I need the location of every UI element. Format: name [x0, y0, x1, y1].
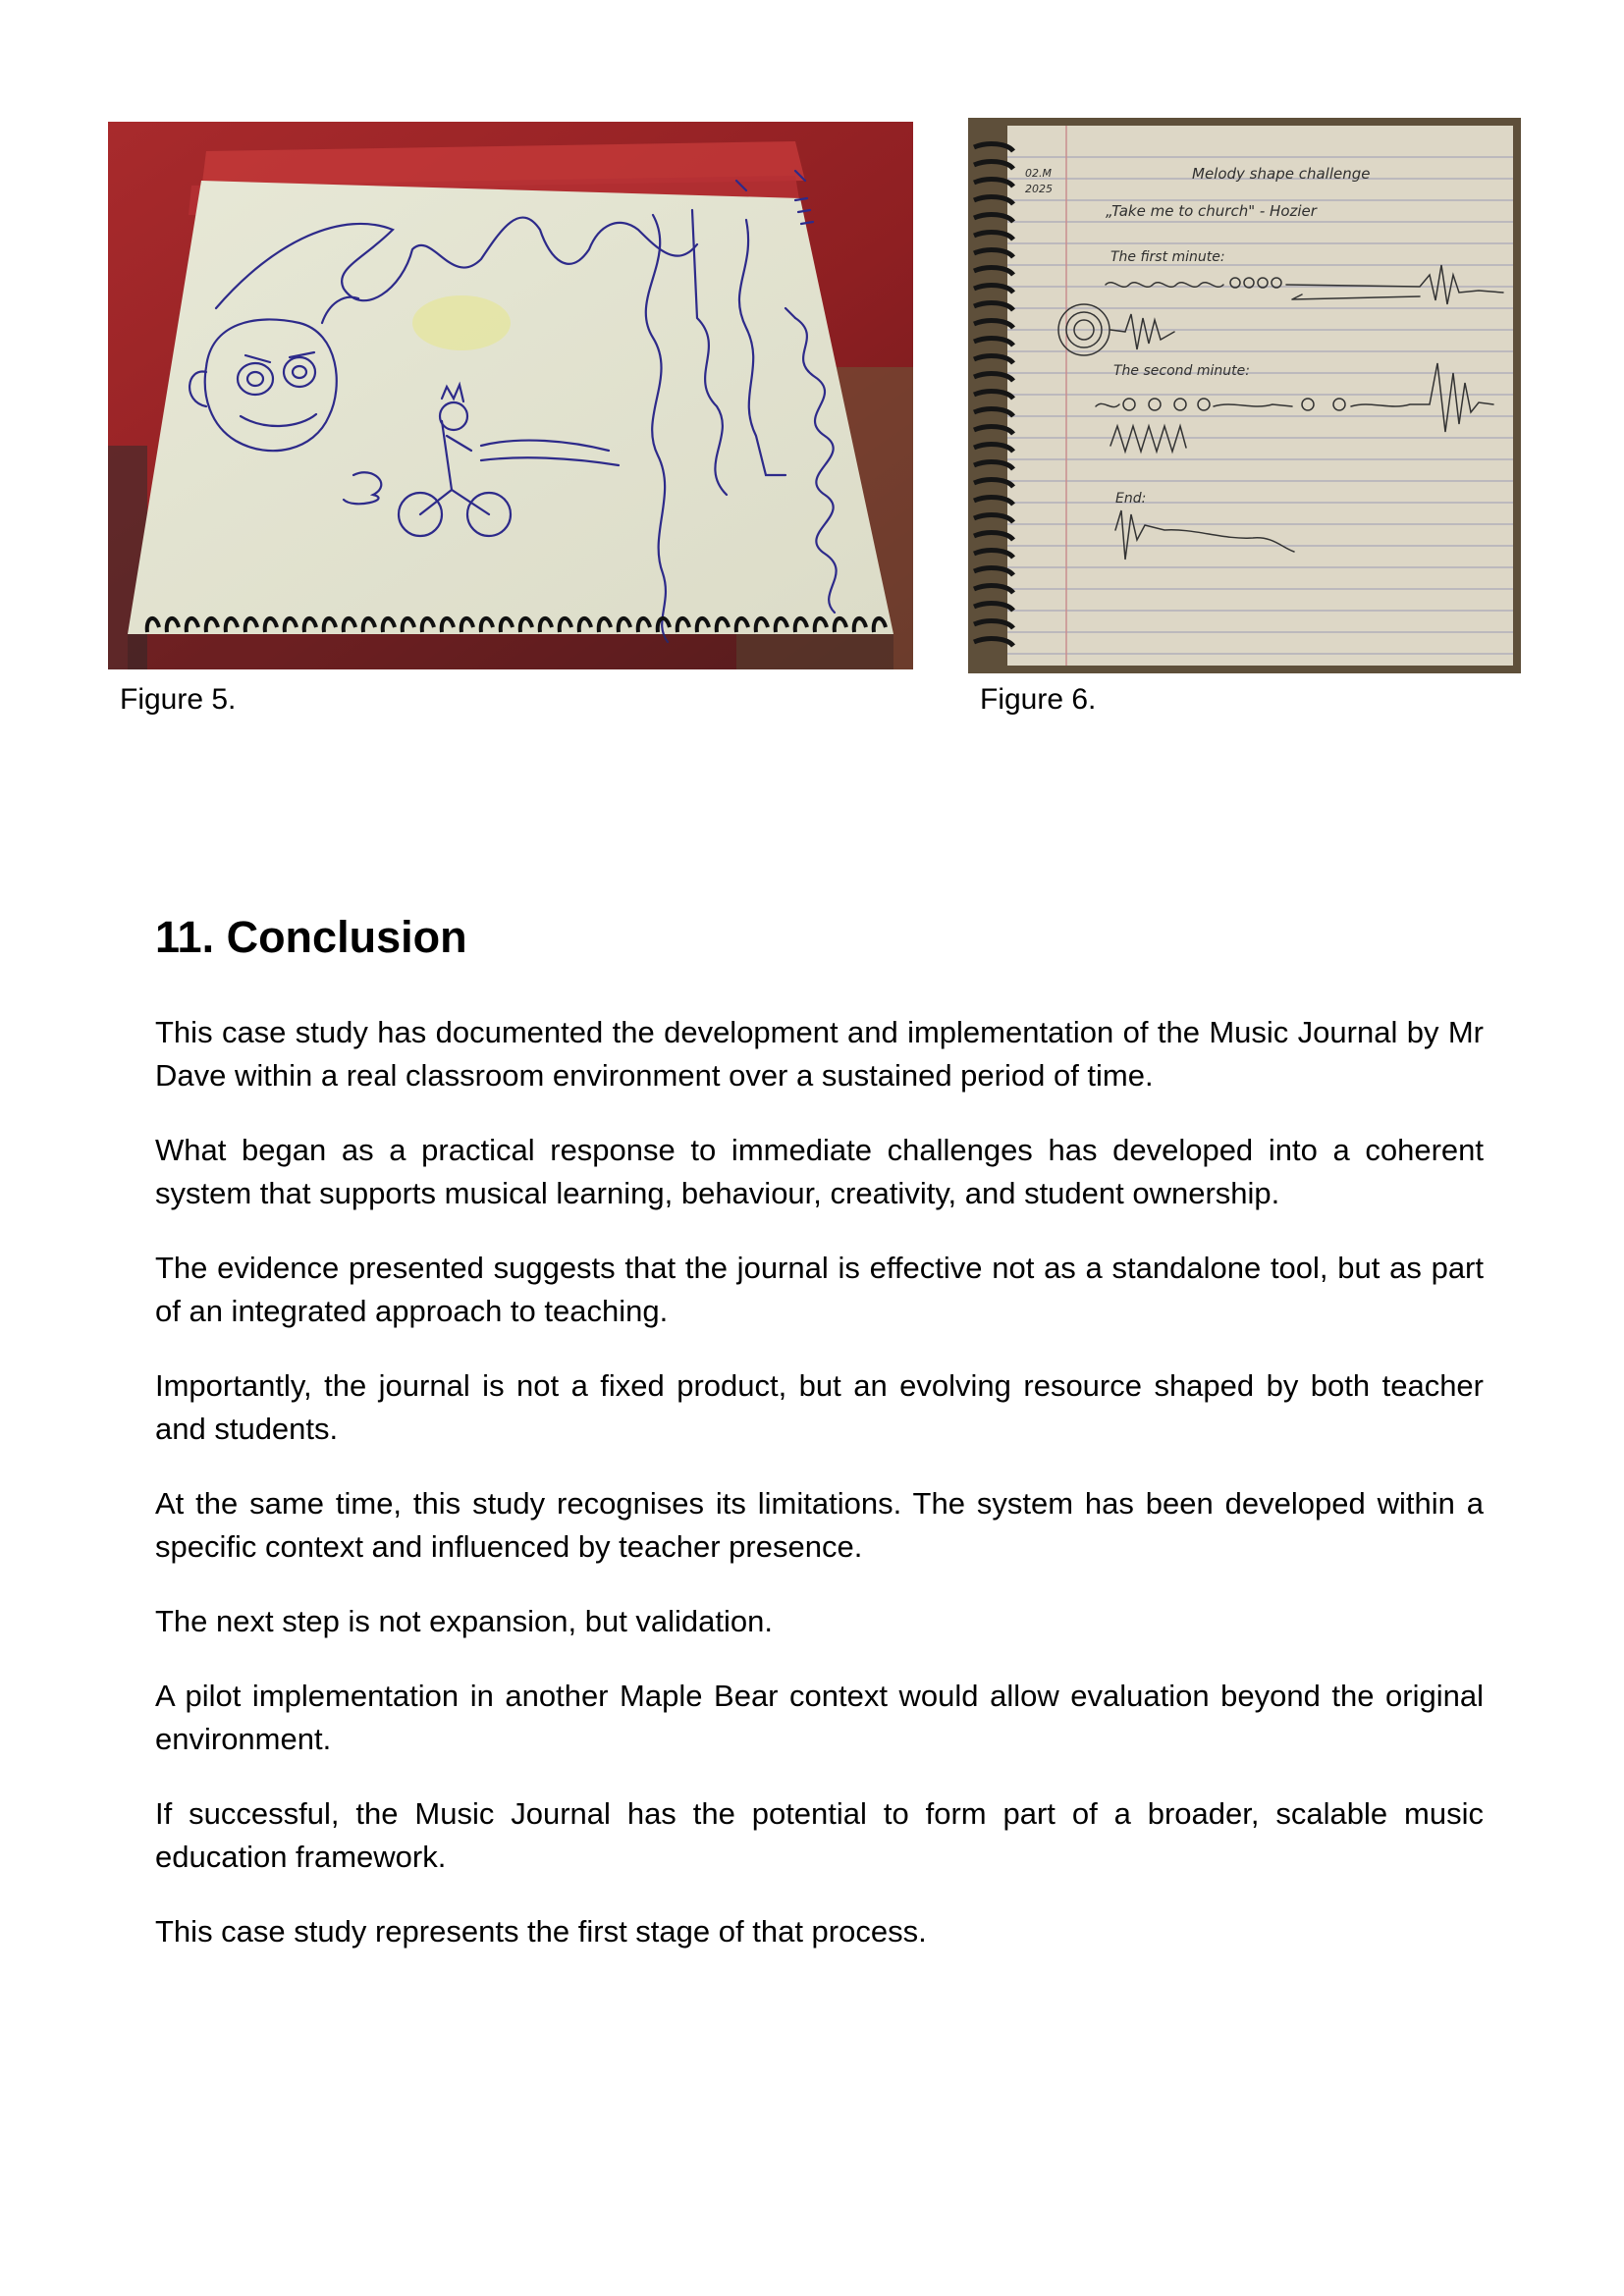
paragraph: Importantly, the journal is not a fixed product, but an evolving resource shaped by both teacher and students.	[155, 1368, 1484, 1446]
notebook-end-label: End:	[1115, 491, 1147, 507]
paragraph: The evidence presented suggests that the journal is effective not as a standalone tool, but as part of an integrated approach to teaching.	[155, 1251, 1484, 1328]
figure-6-caption: Figure 6.	[980, 683, 1097, 716]
notebook-first-label: The first minute:	[1110, 249, 1225, 265]
figure-5-caption: Figure 5.	[120, 683, 237, 716]
paragraph: If successful, the Music Journal has the potential to form part of a broader, scalable music education framework.	[155, 1796, 1484, 1874]
paragraph: What began as a practical response to immediate challenges has developed into a coherent system that supports musical learning, behaviour, creativity, and student ownership.	[155, 1133, 1484, 1210]
paragraph: A pilot implementation in another Maple Bear context would allow evaluation beyond the original environment.	[155, 1679, 1484, 1756]
paragraph: The next step is not expansion, but validation.	[155, 1604, 774, 1638]
section-body	[155, 1011, 1484, 1985]
paragraph: At the same time, this study recognises its limitations. The system has been developed within a specific context and influenced by teacher presence.	[155, 1486, 1484, 1564]
corner-note-line-2: 2025	[1025, 183, 1053, 195]
notebook-title: Melody shape challenge	[1192, 165, 1371, 183]
paragraph: This case study has documented the development and implementation of the Music Journal by Mr Dave within a real classroom environment over a sustained period of time.	[155, 1015, 1484, 1093]
paragraph: This case study represents the first stage of that process.	[155, 1914, 927, 1949]
corner-note-line-1: 02.M	[1025, 167, 1052, 180]
section-heading: 11. Conclusion	[155, 912, 467, 962]
figure-6-image	[968, 118, 1521, 673]
notebook-second-label: The second minute:	[1113, 363, 1250, 379]
notebook-song: „Take me to church" - Hozier	[1106, 202, 1317, 220]
figure-5-image	[108, 122, 913, 669]
